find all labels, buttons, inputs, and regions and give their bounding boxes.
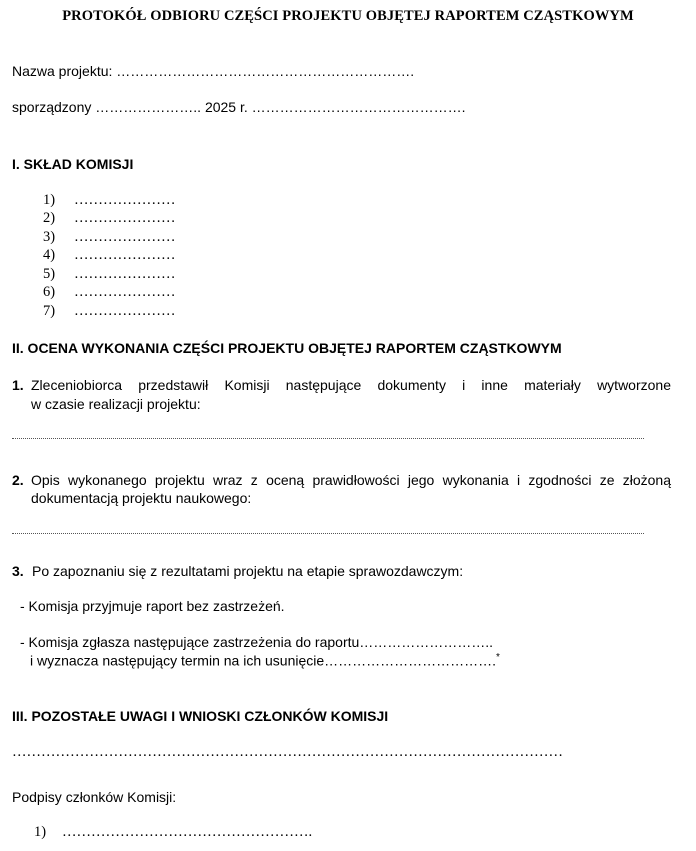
member-field: …………………	[74, 247, 176, 263]
member-number: 7)	[43, 303, 56, 319]
member-number: 4)	[43, 247, 56, 263]
member-number: 1)	[43, 192, 56, 208]
item-1-text-line2: w czasie realizacji projektu:	[31, 396, 201, 412]
objections-option-line1: - Komisja zgłasza następujące zastrzeżenia do raportu………………………..	[20, 634, 494, 650]
member-field: …………………	[74, 210, 176, 226]
member-number: 5)	[43, 266, 56, 282]
member-number: 3)	[43, 229, 56, 245]
section-3-heading: III. POZOSTAŁE UWAGI I WNIOSKI CZŁONKÓW KOMISJI	[12, 708, 389, 724]
accept-option: - Komisja przyjmuje raport bez zastrzeżeń.	[20, 598, 285, 614]
member-number: 6)	[43, 284, 56, 300]
item-2-answer-line	[12, 531, 644, 534]
item-1-answer-line	[12, 436, 644, 439]
item-1-number: 1.	[12, 377, 24, 393]
remarks-dotted-line: ……………………………………………………………………………………………………	[12, 744, 563, 760]
deadline-text: i wyznacza następujący termin na ich usunięcie……………………………….	[30, 652, 497, 669]
signatures-label: Podpisy członków Komisji:	[12, 789, 177, 805]
item-3-number: 3.	[12, 563, 24, 579]
section-1-heading: I. SKŁAD KOMISJI	[12, 156, 134, 172]
section-2-heading: II. OCENA WYKONANIA CZĘŚCI PROJEKTU OBJĘTEJ RAPORTEM CZĄSTKOWYM	[12, 340, 562, 356]
member-number: 2)	[43, 210, 56, 226]
member-field: …………………	[74, 192, 176, 208]
project-name-line: Nazwa projektu: ……………………………………………………….	[12, 63, 415, 79]
signature-field: …………………………………………….	[62, 824, 313, 840]
prepared-date-line: sporządzony ………………….. 2025 r. ……………………………………….	[12, 99, 466, 115]
item-2-text-line2: dokumentacją projektu naukowego:	[31, 490, 252, 506]
member-field: …………………	[74, 284, 176, 300]
item-1-text-line1: Zleceniobiorca przedstawił Komisji następujące dokumenty i inne materiały wytworzone	[31, 377, 671, 393]
item-2-number: 2.	[12, 472, 24, 488]
footnote-mark: *	[496, 652, 500, 663]
document-title: PROTOKÓŁ ODBIORU CZĘŚCI PROJEKTU OBJĘTEJ RAPORTEM CZĄSTKOWYM	[62, 8, 634, 24]
objections-option-line2	[30, 652, 500, 669]
member-field: …………………	[74, 229, 176, 245]
member-field: …………………	[74, 266, 176, 282]
member-field: …………………	[74, 303, 176, 319]
signature-number: 1)	[34, 824, 47, 840]
item-2-text-line1: Opis wykonanego projektu wraz z oceną prawidłowości jego wykonania i zgodności ze złożoną	[31, 472, 671, 488]
item-3-text: Po zapoznaniu się z rezultatami projektu na etapie sprawozdawczym:	[32, 563, 464, 579]
